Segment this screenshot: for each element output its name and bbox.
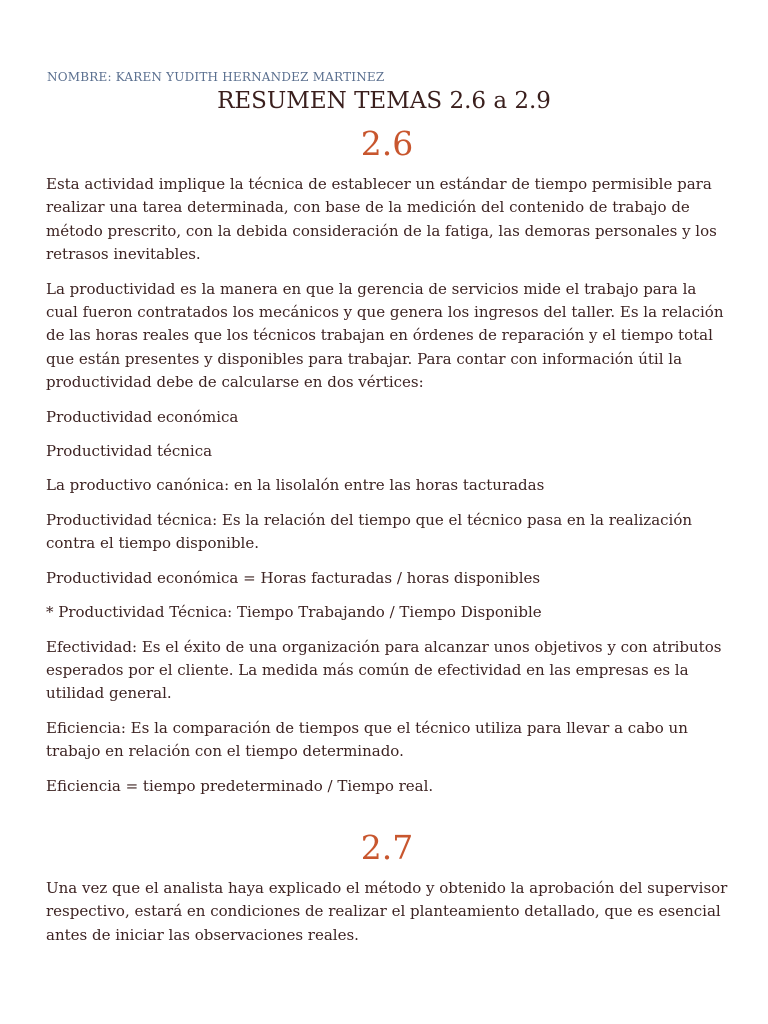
paragraph: * Productividad Técnica: Tiempo Trabajando / Tiempo Disponible [46, 603, 542, 622]
paragraph: Una vez que el analista haya explicado el método y obtenido la aprobación del supervisor respectivo, estará en condiciones de realizar el planteamiento detallado, que es esencial antes de iniciar las observaciones reales. [46, 879, 728, 944]
paragraph: Eficiencia: Es la comparación de tiempos que el técnico utiliza para llevar a cabo un trabajo en relación con el tiempo determinado. [46, 718, 688, 761]
section-2-7 [46, 828, 728, 958]
section-body [46, 877, 728, 947]
paragraph: Productividad económica [46, 407, 239, 426]
paragraph: La productividad es la manera en que la gerencia de servicios mide el trabajo para la cual fueron contratados los mecánicos y que genera los ingresos del taller. Es la relación de las horas reales que los técnicos trabajan en órdenes de reparación y el tiempo total que están presentes y disponibles para trabajar. Para contar con información útil la productividad debe de calcularse en dos vértices: [46, 279, 724, 392]
paragraph: Efectividad: Es el éxito de una organización para alcanzar unos objetivos y con atributos esperados por el cliente. La medida más común de efectividad en las empresas es la utilidad general. [46, 637, 722, 703]
section-2-6 [46, 124, 728, 809]
document-title: RESUMEN TEMAS 2.6 a 2.9 [217, 88, 551, 114]
paragraph: Eficiencia = tiempo predeterminado / Tiempo real. [46, 776, 434, 795]
section-heading: 2.6 [360, 124, 414, 163]
paragraph: La productivo canónica: en la lisolalón entre las horas tacturadas [46, 476, 545, 495]
paragraph: Productividad técnica [46, 442, 213, 461]
author-name: NOMBRE: KAREN YUDITH HERNANDEZ MARTINEZ [47, 70, 385, 84]
paragraph: Productividad técnica: Es la relación del tiempo que el técnico pasa en la realización contra el tiempo disponible. [46, 510, 693, 553]
section-heading: 2.7 [360, 828, 414, 867]
paragraph: Esta actividad implique la técnica de establecer un estándar de tiempo permisible para realizar una tarea determinada, con base de la medición del contenido de trabajo de método prescrito, con la debida consideración de la fatiga, las demoras personales y los retrasos inevitables. [46, 175, 717, 264]
paragraph: Productividad económica = Horas facturadas / horas disponibles [46, 568, 541, 587]
section-body [46, 173, 728, 798]
